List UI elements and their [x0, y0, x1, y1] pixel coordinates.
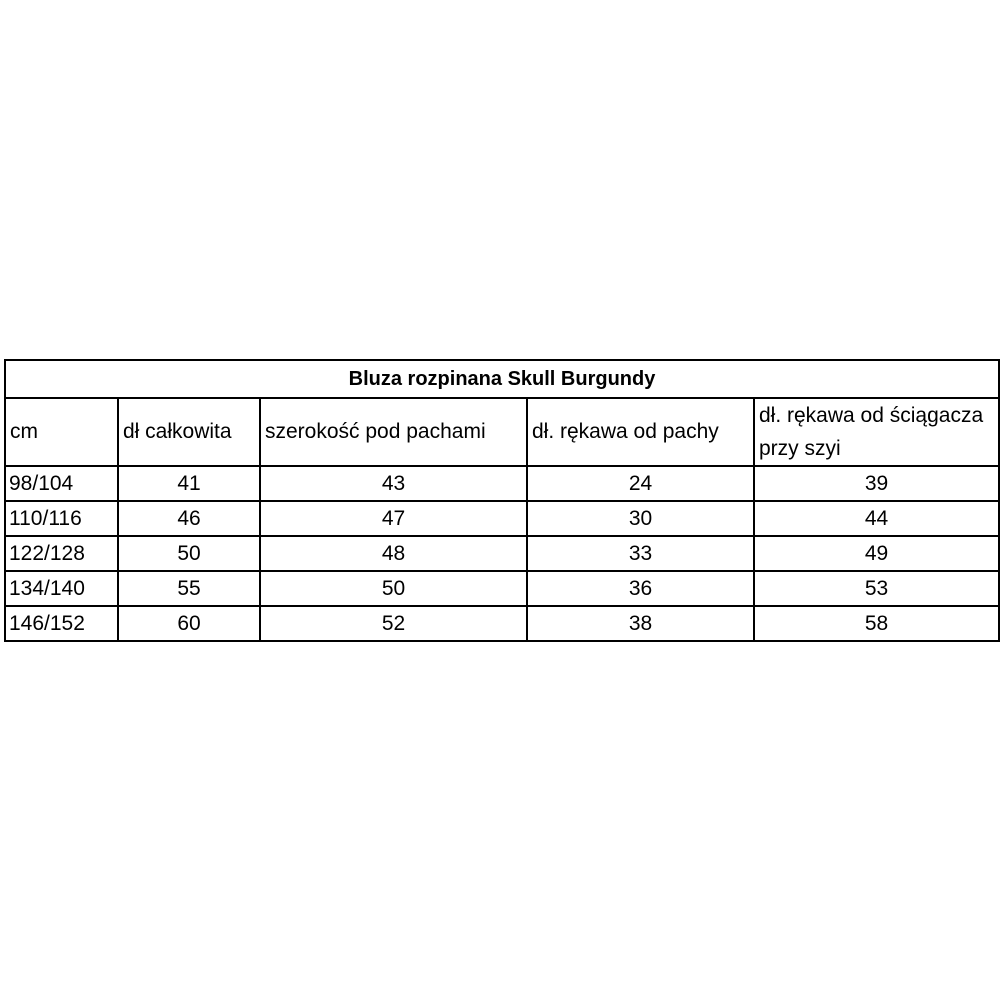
value-cell: 50 [118, 536, 260, 571]
value-cell: 50 [260, 571, 527, 606]
table-header-row [5, 398, 999, 466]
table-row [5, 501, 999, 536]
value-cell: 58 [754, 606, 999, 641]
size-cell: 122/128 [5, 536, 118, 571]
table-title: Bluza rozpinana Skull Burgundy [5, 360, 999, 398]
table-row [5, 536, 999, 571]
value-cell: 24 [527, 466, 754, 501]
header-sleeve-from-neck: dł. rękawa od ściągacza przy szyi [754, 398, 999, 466]
header-sleeve-from-armpit: dł. rękawa od pachy [527, 398, 754, 466]
table-title-row [5, 360, 999, 398]
header-chest-width: szerokość pod pachami [260, 398, 527, 466]
value-cell: 48 [260, 536, 527, 571]
value-cell: 30 [527, 501, 754, 536]
size-cell: 134/140 [5, 571, 118, 606]
value-cell: 41 [118, 466, 260, 501]
table-row [5, 606, 999, 641]
value-cell: 43 [260, 466, 527, 501]
value-cell: 52 [260, 606, 527, 641]
value-cell: 55 [118, 571, 260, 606]
value-cell: 44 [754, 501, 999, 536]
value-cell: 38 [527, 606, 754, 641]
size-cell: 98/104 [5, 466, 118, 501]
value-cell: 36 [527, 571, 754, 606]
table-row [5, 466, 999, 501]
header-total-length: dł całkowita [118, 398, 260, 466]
value-cell: 47 [260, 501, 527, 536]
table-row [5, 571, 999, 606]
size-cell: 146/152 [5, 606, 118, 641]
value-cell: 60 [118, 606, 260, 641]
value-cell: 49 [754, 536, 999, 571]
value-cell: 53 [754, 571, 999, 606]
header-unit: cm [5, 398, 118, 466]
size-chart-table [4, 359, 1000, 642]
value-cell: 33 [527, 536, 754, 571]
size-cell: 110/116 [5, 501, 118, 536]
value-cell: 46 [118, 501, 260, 536]
value-cell: 39 [754, 466, 999, 501]
